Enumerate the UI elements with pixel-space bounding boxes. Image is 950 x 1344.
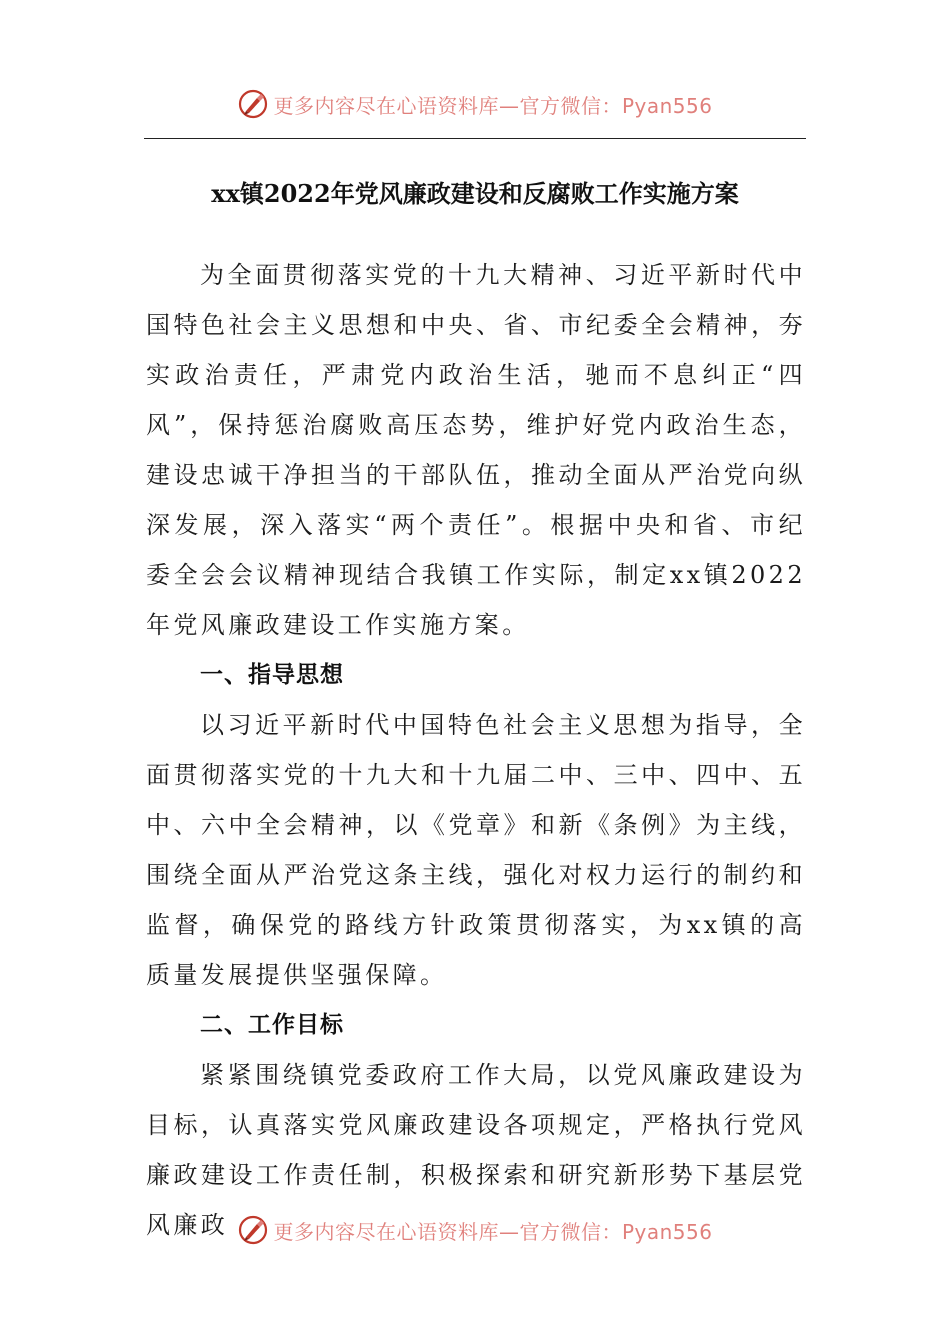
watermark-banner-bottom bbox=[0, 1210, 950, 1250]
document-body bbox=[146, 250, 806, 1250]
header-divider bbox=[144, 138, 806, 139]
watermark-text: 更多内容尽在心语资料库—官方微信：Pyan556 bbox=[273, 93, 713, 118]
section-paragraph-work-goals: 紧紧围绕镇党委政府工作大局，以党风廉政建设为目标，认真落实党风廉政建设各项规定，严格执行党风廉政建设工作责任制，积极探索和研究新形势下基层党风廉政 bbox=[146, 1061, 806, 1239]
section-heading-work-goals: 二、工作目标 bbox=[200, 1012, 344, 1038]
intro-paragraph: 为全面贯彻落实党的十九大精神、习近平新时代中国特色社会主义思想和中央、省、市纪委全会精神，夯实政治责任，严肃党内政治生活，驰而不息纠正“四风”，保持惩治腐败高压态势，维护好党内政治生态，建设忠诚干净担当的干部队伍，推动全面从严治党向纵深发展，深入落实“两个责任”。根据中央和省、市纪委全会会议精神现结合我镇工作实际，制定xx镇2022年党风廉政建设工作实施方案。 bbox=[146, 261, 806, 639]
document-title: xx镇2022年党风廉政建设和反腐败工作实施方案 bbox=[211, 179, 739, 208]
section-paragraph-guiding-ideology: 以习近平新时代中国特色社会主义思想为指导，全面贯彻落实党的十九大和十九届二中、三中、四中、五中、六中全会精神，以《党章》和新《条例》为主线，围绕全面从严治党这条主线，强化对权力运行的制约和监督，确保党的路线方针政策贯彻落实，为xx镇的高质量发展提供坚强保障。 bbox=[146, 711, 806, 989]
pen-nib-logo-icon bbox=[237, 88, 269, 120]
section-heading-guiding-ideology: 一、指导思想 bbox=[200, 662, 344, 688]
watermark-text: 更多内容尽在心语资料库—官方微信：Pyan556 bbox=[273, 1219, 713, 1244]
watermark-banner-top bbox=[0, 84, 950, 124]
pen-nib-logo-icon bbox=[237, 1214, 269, 1246]
